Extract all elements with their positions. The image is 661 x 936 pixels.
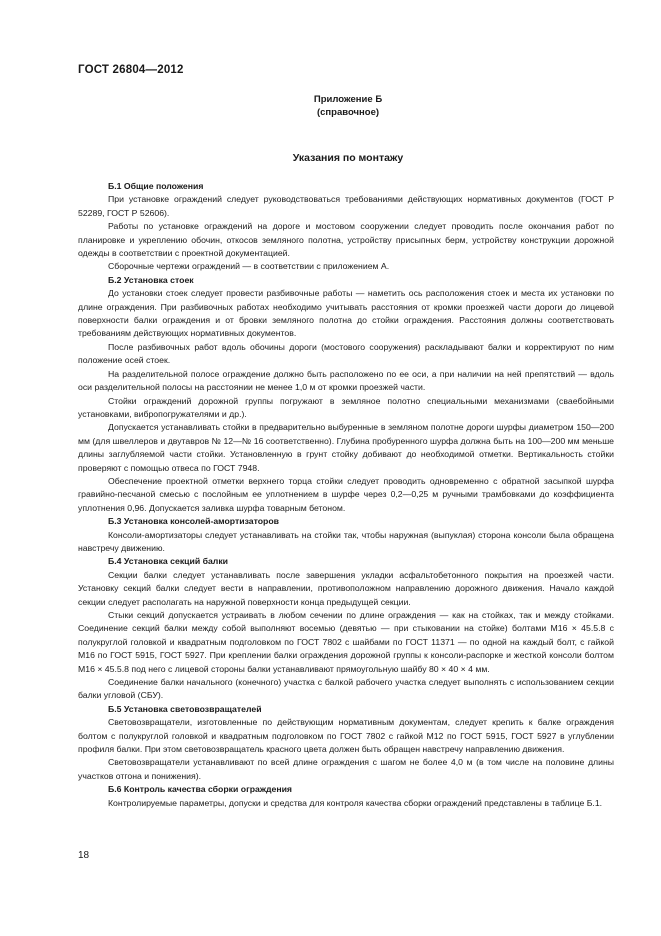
paragraph: Секции балки следует устанавливать после завершения укладки асфальтобетонного покрытия на проезжей части. Установку секций балки следует вести в направлении, противоположном направлению дорожного движения. Начало каждой секции следует располагать на наружной поверхности конца предыдущей секции. <box>78 569 614 607</box>
paragraph: Соединение балки начального (конечного) участка с балкой рабочего участка следует выполнять с использованием секции балки угловой (СБУ). <box>78 677 614 701</box>
section-heading: Б.2 Установка стоек <box>108 274 194 285</box>
appendix-title: Приложение Б <box>313 94 383 105</box>
section-heading: Б.5 Установка световозвращателей <box>108 703 262 714</box>
paragraph: После разбивочных работ вдоль обочины дороги (мостового сооружения) раскладывают балки и корректируют по ним положение осей стоек. <box>78 341 614 366</box>
paragraph: Световозвращатели устанавливают по всей длине ограждения с шагом не более 4,0 м (в том числе на половине длины участков отгона и понижения). <box>78 757 614 781</box>
section-heading: Б.6 Контроль качества сборки ограждения <box>108 784 292 795</box>
appendix-heading <box>290 93 406 119</box>
paragraph: При установке ограждений следует руководствоваться требованиями действующих нормативных документов (ГОСТ Р 52289, ГОСТ Р 52606). <box>78 194 614 218</box>
section-heading: Б.1 Общие положения <box>108 181 204 191</box>
paragraph: Допускается устанавливать стойки в предварительно выбуренные в земляном полотне дороги шурфы диаметром 150—200 мм (для швеллеров и двутавров № 12—№ 16 соответственно). Глубина пробуренного шурфа должна быть на 100—200 мм меньше длины заглубляемой части стойки. Установленную в грунт стойку добивают до необходимой отметки. Вертикальность стойки проверяют с помощью отвеса по ГОСТ 7948. <box>78 422 614 473</box>
paragraph: Световозвращатели, изготовленные по действующим нормативным документам, следует крепить к балке ограждения болтом с полукруглой головкой и квадратным подголовком по ГОСТ 7802 с гайкой М12 по ГОСТ 5915, ГОСТ 5927 в углублении профиля балки. При этом световозвращатель красного цвета должен быть обращен навстречу направлению движения. <box>78 717 614 755</box>
appendix-note: (справочное) <box>316 107 380 118</box>
paragraph: На разделительной полосе ограждение должно быть расположено по ее оси, а при наличии на ней препятствий — вдоль оси разделительной полосы на расстоянии не менее 1,0 м от кромки проезжей части. <box>78 368 614 393</box>
paragraph: Контролируемые параметры, допуски и средства для контроля качества сборки ограждений представлены в таблице Б.1. <box>108 797 603 808</box>
section-heading: Б.3 Установка консолей-амортизаторов <box>108 516 280 527</box>
section-heading: Б.4 Установка секций балки <box>108 556 229 567</box>
page-number: 18 <box>78 850 90 861</box>
paragraph: До установки стоек следует провести разбивочные работы — наметить ось расположения стоек и места их установки по длине ограждения. При разбивочных работах необходимо учитывать расстояния от кромки проезжей части дороги до лицевой поверхности балки ограждения и от бровки земляного полотна до стойки ограждения. Расстояния должны соответствовать требованиям действующих нормативных документов. <box>78 288 614 339</box>
document-header: ГОСТ 26804—2012 <box>78 64 184 76</box>
paragraph: Сборочные чертежи ограждений — в соответствии с приложением А. <box>108 261 390 272</box>
paragraph: Стыки секций допускается устраивать в любом сечении по длине ограждения — как на стойках, так и между стойками. Соединение секций балки между собой выполняют восемью (девятью — при стыковании на стойке) болтами М16 × 45.5.8 с полукруглой головкой и квадратным подголовком по ГОСТ 7802 с шайбами по ГОСТ 11371 — по одной на каждый болт, с гайкой М16 по ГОСТ 5915, ГОСТ 5927. При креплении балки ограждения дорожной группы к консоли-распорке и жесткой консоли болтом М16 × 45.5.8 под него с лицевой стороны балки устанавливают прямоугольную шайбу 80 × 40 × 4 мм. <box>78 610 614 674</box>
paragraph: Консоли-амортизаторы следует устанавливать на стойки так, чтобы наружная (выпуклая) сторона консоли была обращена навстречу движению. <box>78 529 614 553</box>
document-body <box>78 180 614 810</box>
section-title: Указания по монтажу <box>292 152 404 164</box>
paragraph: Стойки ограждений дорожной группы погружают в земляное полотно специальными механизмами (сваебойными установками, вибропогружателями и др.). <box>78 395 614 419</box>
paragraph: Работы по установке ограждений на дороге и мостовом сооружении следует проводить после окончания работ по планировке и укреплению обочин, откосов земляного полотна, устройству присыпных берм, устройству конструкции дорожной одежды в соответствии с проектной документацией. <box>78 221 614 259</box>
paragraph: Обеспечение проектной отметки верхнего торца стойки следует проводить одновременно с обратной засыпкой шурфа гравийно-песчаной смесью с послойным ее уплотнением в шурфе через 0,2—0,25 м ручными трамбовками до коэффициента уплотнения 0,96. Допускается заливка шурфа товарным бетоном. <box>78 475 614 513</box>
